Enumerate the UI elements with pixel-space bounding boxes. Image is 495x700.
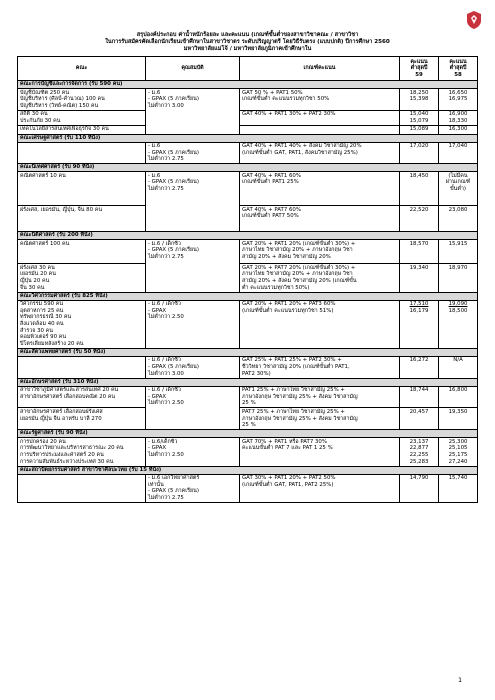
qualification-line: ไม่ต่ำกว่า 2.50 [148, 451, 184, 458]
criteria-line: เกณฑ์ขั้นต่ำ PAT1 25% [242, 179, 299, 186]
criteria-line: ชีววิทยา วิชาสามัญ 20% (เกณฑ์ขั้นต่ำ PAT1, [242, 363, 350, 370]
qualification-line: - ม.6 / เด็กซิ่ว [148, 240, 181, 247]
faculty-cell [18, 408, 146, 430]
header-score-58-l2: ต่ำสุดปี [449, 65, 467, 72]
faculty-item: ทรัพยากรธรณี 30 คน [20, 314, 72, 321]
score-58-value: 25,300 [448, 438, 468, 445]
section-row [18, 292, 478, 300]
criteria-cell [240, 89, 400, 111]
qualification-line: ไม่ต่ำกว่า 3.00 [148, 102, 184, 109]
score-58-cell [439, 89, 478, 111]
qualification-line: - GPAX (5 ภาคเรียน) [148, 247, 199, 254]
faculty-item: ประกันภัย 30 คน [20, 117, 61, 124]
section-row [18, 81, 478, 89]
score-59-cell: 16,272 [400, 356, 439, 378]
criteria-line: สามัญ 20% + สังคม วิชาสามัญ 20% [242, 254, 331, 261]
qualification-line: - ม.6 / เด็กซิ่ว [148, 301, 181, 308]
section-title: คณะเศรษฐศาสตร์ (รับ 110 ที่นั่ง) [18, 134, 478, 142]
faculty-item: สาขาอักษรศาสตร์ เลือกสอบฝรั่งเศส [20, 408, 103, 415]
criteria-line: (เกณฑ์ขั้นต่ำ คะแนนรวมทุกวิชา 51%) [242, 307, 334, 314]
score-59-value: 15,079 [409, 117, 429, 124]
score-59-cell [400, 110, 439, 125]
qualification-cell [146, 356, 240, 378]
score-58-cell: 16,300 [439, 125, 478, 134]
score-59-value: 23,137 [409, 438, 429, 445]
criteria-line: เกณฑ์ขั้นต่ำ PAT7 50% [242, 213, 299, 220]
faculty-cell [18, 206, 146, 232]
score-58-value: 25,105 [448, 445, 468, 452]
qualification-line: - ม.6 [148, 143, 161, 150]
criteria-cell [240, 474, 400, 502]
score-58-cell: 23,080 [439, 206, 478, 232]
faculty-cell [18, 240, 146, 264]
qualification-line: - GPAX [148, 393, 167, 400]
section-title: คณะการบัญชีและการจัดการ (รับ 590 คน) [18, 81, 478, 89]
table-row [18, 264, 478, 292]
criteria-line: PAT7 25% + ภาษาไทย วิชาสามัญ 25% + [242, 408, 345, 415]
faculty-cell [18, 438, 146, 466]
faculty-item: จีน 30 คน [20, 284, 45, 291]
faculty-item: ปิโตรเลียมหลังสร้าง 20 คน [20, 340, 84, 347]
table-row [18, 386, 478, 408]
score-58-cell [439, 172, 478, 206]
criteria-cell [240, 142, 400, 164]
faculty-cell [18, 300, 146, 348]
criteria-cell [240, 438, 400, 466]
table-row [18, 474, 478, 502]
criteria-line: GAT 40% + PAT7 60% [242, 206, 301, 213]
score-58-cell [439, 300, 478, 348]
score-59-value: 22,255 [409, 451, 429, 458]
score-59-cell: 20,457 [400, 408, 439, 430]
doc-title-line1: สรุปองค์ประกอบ ค่าน้ำหนักร้อยละ และคะแนน (เกณฑ์ขั้นต่ำของสาขาวิชาคณะ / สาขาวิชา [136, 32, 359, 38]
criteria-cell [240, 264, 400, 292]
score-59-value: 25,283 [409, 458, 429, 465]
score-59-cell [400, 89, 439, 111]
faculty-cell [18, 125, 146, 134]
header-score-58-l1: คะแนน [449, 58, 467, 65]
criteria-line: สามัญ 20% + สังคม วิชาสามัญ 20% (เกณฑ์ขั้น [242, 278, 357, 285]
header-score-58 [439, 57, 478, 81]
faculty-cell [18, 356, 146, 378]
qualification-line: - GPAX (5 ภาคเรียน) [148, 488, 199, 495]
table-row [18, 172, 478, 206]
criteria-line: ภาษาอังกฤษ วิชาสามัญ 25% + สังคม วิชาสามัญ [242, 415, 358, 422]
score-59-cell: 18,570 [400, 240, 439, 264]
score-58-value: 18,330 [448, 117, 468, 124]
score-59-cell [400, 300, 439, 348]
faculty-item: สิ่งแวดล้อม 40 คน [20, 321, 64, 327]
qualification-cell [146, 438, 240, 466]
table-row [18, 89, 478, 111]
faculty-item: คอมพิวเตอร์ 90 คน [20, 334, 67, 341]
score-58-cell [439, 110, 478, 125]
faculty-item: บัญชีบริหาร (วิทย์-คณิต) 150 คน [20, 102, 99, 109]
faculty-item: ฝรั่งเศส 30 คน [20, 264, 55, 271]
qualification-line: - ม.6 [148, 89, 161, 96]
score-59-value: 15,040 [409, 111, 429, 118]
criteria-line: คะแนนขั้นต่ำ PAT 7 และ PAT 1 25 % [242, 445, 333, 452]
score-58-value: 16,900 [448, 111, 468, 118]
qualification-line: ไม่ต่ำกว่า 2.50 [148, 314, 184, 321]
admission-criteria-table [17, 56, 478, 503]
faculty-cell [18, 386, 146, 408]
table-row [18, 438, 478, 466]
table-row [18, 206, 478, 232]
header-score-59 [400, 57, 439, 81]
score-58-cell: 16,800 [439, 386, 478, 408]
faculty-item: บัญชีบัณฑิต 250 คน [20, 89, 70, 96]
faculty-item: การบริหารประมงและศาสตร์ 20 คน [20, 451, 104, 458]
criteria-line: GAT 70% + PAT1 หรือ PAT7 30% [242, 438, 327, 445]
qualification-line: - GPAX (5 ภาคเรียน) [148, 363, 199, 370]
section-row [18, 232, 478, 240]
faculty-item: เยอรมัน ญี่ปุ่น จีน อาหรับ บาลี 270 [20, 415, 102, 422]
criteria-line: GAT 40% + PAT1 30% + PAT2 30% [242, 111, 336, 118]
faculty-cell [18, 142, 146, 164]
section-row [18, 164, 478, 172]
criteria-line: ภาษาไทย วิชาสามัญ 20% + ภาษาอังกฤษ วิชา [242, 247, 353, 254]
faculty-item: เทคโนโลยีสารสนเทศเพื่อธุรกิจ 30 คน [20, 126, 109, 133]
qualification-cell [146, 474, 240, 502]
criteria-cell [240, 408, 400, 430]
criteria-cell [240, 356, 400, 378]
qualification-line: - GPAX (5 ภาคเรียน) [148, 179, 199, 186]
score-58-note: ผ่านเกณฑ์ [445, 179, 471, 186]
university-emblem-icon [465, 10, 483, 30]
score-59-cell: 18,450 [400, 172, 439, 206]
qualification-line: - GPAX [148, 307, 167, 314]
section-title: คณะวิศวกรรมศาสตร์ (รับ 825 ที่นั่ง) [18, 292, 478, 300]
faculty-item: การปกครอง 20 คน [20, 438, 66, 445]
qualification-line: ไม่ต่ำกว่า 2.75 [148, 254, 184, 261]
section-title: คณะสถาปัตยกรรมศาสตร์ สาขาวิชาศิลปะไทย (รับ 15 ที่นั่ง) [18, 466, 478, 474]
doc-title-line2: ในการรับสมัครคัดเลือกนักเรียนเข้าศึกษาในสาขาวิชาตร ระดับปริญญาตรี โดยวิธีรับตรง (แบบปกติ) ปีการศึกษา 2560 [105, 39, 390, 45]
criteria-cell [240, 125, 400, 134]
score-59-cell: 17,020 [400, 142, 439, 164]
faculty-item: อุตสาหการ 25 คน [20, 307, 64, 314]
criteria-line: GAT 50 % + PAT1 50% [242, 89, 303, 96]
criteria-line: GAT 40% + PAT1 60% [242, 172, 301, 179]
header-score-59-l2: ต่ำสุดปี [410, 65, 428, 72]
criteria-line: GAT 25% + PAT1 25% + PAT2 30% + [242, 357, 342, 364]
score-59-cell [400, 438, 439, 466]
table-row [18, 240, 478, 264]
qualification-line: ไม่ต่ำกว่า 2.75 [148, 186, 184, 193]
qualification-cell [146, 142, 240, 164]
criteria-line: GAT 20% + PAT7 20% (เกณฑ์ขั้นต่ำ 30%) + [242, 264, 356, 271]
section-row [18, 430, 478, 438]
qualification-cell [146, 300, 240, 348]
criteria-cell [240, 386, 400, 408]
qualification-line: - ม.6 [148, 172, 161, 179]
table-header-row [18, 57, 478, 81]
qualification-cell [146, 386, 240, 430]
score-58-value: 18,500 [448, 307, 468, 314]
score-58-value: 27,240 [448, 458, 468, 465]
criteria-line: (เกณฑ์ขั้นต่ำ GAT, PAT1, PAT2 25%) [242, 481, 334, 488]
score-58-cell: 19,350 [439, 408, 478, 430]
table-row [18, 408, 478, 430]
faculty-item: ฝรั่งเศส, เยอรมัน, ญี่ปุ่น, จีน 80 คน [20, 206, 103, 213]
score-59-cell: 18,744 [400, 386, 439, 408]
score-58-cell [439, 438, 478, 466]
criteria-cell [240, 300, 400, 348]
score-58-cell: 15,740 [439, 474, 478, 502]
header-criteria: เกณฑ์คะแนน [240, 57, 400, 81]
score-59-value: 22,877 [409, 445, 429, 452]
score-59-value: 18,250 [409, 89, 429, 96]
score-58-value: 25,175 [448, 451, 468, 458]
faculty-item: การความสัมพันธ์ระหว่างประเทศ 30 คน [20, 458, 114, 465]
qualification-cell [146, 240, 240, 292]
qualification-line: - ม.6/เด็กซิ่ว [148, 438, 178, 445]
score-59-cell: 22,520 [400, 206, 439, 232]
criteria-line: (เกณฑ์ขั้นต่ำ GAT, PAT1, สังคมวิชาสามัญ 25%) [242, 149, 358, 156]
section-row [18, 378, 478, 386]
criteria-line: 25 % [242, 400, 256, 407]
score-59-cell: 15,089 [400, 125, 439, 134]
faculty-item: การพัฒนาวิทยาและบริหารสาธารณะ 20 คน [20, 445, 124, 452]
qualification-line: - GPAX (5 ภาคเรียน) [148, 149, 199, 156]
faculty-cell [18, 89, 146, 111]
qualification-line: ไม่ต่ำกว่า 2.50 [148, 400, 184, 407]
score-59-value: 15,398 [409, 96, 429, 103]
criteria-line: 25 % [242, 422, 256, 429]
score-59-value: 16,179 [409, 307, 429, 314]
criteria-line: GAT 20% + PAT1 20% + PAT3 60% [242, 301, 336, 308]
qualification-line: เท่านั้น [148, 481, 164, 488]
score-59-cell: 14,790 [400, 474, 439, 502]
faculty-item: สาขาอักษรศาสตร์ เลือกสอบคณิต 20 คน [20, 393, 116, 400]
table-row [18, 356, 478, 378]
section-title: คณะนิเทศศาสตร์ (รับ 90 ที่นั่ง) [18, 164, 478, 172]
section-title: คณะสัตวแพทยศาสตร์ (รับ 50 ที่นั่ง) [18, 348, 478, 356]
score-58-cell: 17,040 [439, 142, 478, 164]
section-title: คณะนิติศาสตร์ (รับ 200 ที่นั่ง) [18, 232, 478, 240]
qualification-line: ไม่ต่ำกว่า 3.00 [148, 370, 184, 377]
section-row [18, 348, 478, 356]
header-faculty: คณะ [18, 57, 146, 81]
qualification-line: - GPAX (5 ภาคเรียน) [148, 96, 199, 103]
score-58-value: 16,975 [448, 96, 468, 103]
criteria-cell [240, 240, 400, 264]
criteria-line: GAT 30% + PAT1 20% + PAT2 50% [242, 475, 336, 482]
faculty-cell [18, 264, 146, 292]
qualification-line: - GPAX [148, 445, 167, 452]
score-58-note: ขั้นต่ำ) [449, 186, 466, 193]
faculty-cell [18, 110, 146, 125]
score-58-cell: N/A [439, 356, 478, 378]
faculty-item: คณิตศาสตร์ 100 คน [20, 240, 70, 247]
faculty-item: วิศวกรรม 590 คน [20, 301, 64, 308]
score-59-value: 17,510 [409, 301, 429, 308]
qualification-cell [146, 172, 240, 232]
table-row [18, 125, 478, 134]
table-row [18, 110, 478, 125]
faculty-item: สำรวจ 30 คน [20, 327, 53, 334]
faculty-item: เยอรมัน 20 คน [20, 271, 56, 278]
faculty-item: สาขาวิชาภูมิศาสตร์และสารสนเทศ 20 คน [20, 387, 119, 394]
criteria-line: เกณฑ์ขั้นต่ำ คะแนนรวมทุกวิชา 50% [242, 96, 330, 103]
criteria-cell [240, 172, 400, 206]
score-59-cell: 19,340 [400, 264, 439, 292]
criteria-line: GAT 40% + PAT1 40% + สังคม วิชาสามัญ 20% [242, 143, 362, 150]
faculty-cell [18, 172, 146, 206]
table-row [18, 142, 478, 164]
score-58-cell: 18,970 [439, 264, 478, 292]
criteria-line: GAT 20% + PAT1 20% (เกณฑ์ขั้นต่ำ 30%) + [242, 240, 356, 247]
score-58-value: 19,090 [448, 301, 468, 308]
qualification-line: - ม.6 / เด็กซิ่ว [148, 387, 181, 394]
qualification-line: - ม.6 เอกวิทยาศาสตร์ [148, 475, 200, 482]
criteria-cell [240, 206, 400, 232]
page-number: 1 [458, 676, 463, 684]
header-score-59-l1: คะแนน [410, 58, 428, 65]
section-row [18, 466, 478, 474]
score-58-note: (ไม่มีคน [448, 172, 468, 179]
header-score-58-l3: 58 [454, 71, 462, 78]
criteria-line: ภาษาไทย วิชาสามัญ 20% + ภาษาอังกฤษ วิชา [242, 271, 353, 278]
header-qualification: คุณสมบัติ [146, 57, 240, 81]
section-row [18, 134, 478, 142]
criteria-line: PAT2 30%) [242, 370, 271, 377]
section-title: คณะอักษรศาสตร์ (รับ 310 ที่นั่ง) [18, 378, 478, 386]
criteria-line: ภาษาอังกฤษ วิชาสามัญ 25% + สังคม วิชาสามัญ [242, 393, 358, 400]
faculty-item: คณิตศาสตร์ 10 คน [20, 172, 66, 179]
faculty-item: บัญชีบริหาร (ศิลป์-คำนวณ) 100 คน [20, 96, 105, 103]
qualification-line: - ม.6 / เด็กซิ่ว [148, 357, 181, 364]
section-title: คณะรัฐศาสตร์ (รับ 90 ที่นั่ง) [18, 430, 478, 438]
faculty-item: ญี่ปุ่น 20 คน [20, 278, 50, 285]
qualification-line: ไม่ต่ำกว่า 2.75 [148, 156, 184, 163]
doc-title-line3: มหาวิทยาลัยแม่โจ้ / มหาวิทยาลัยภูมิภาคเข้าศึกษาใน [183, 46, 312, 52]
criteria-line: ต่ำ คะแนนรวมทุกวิชา 50%) [242, 284, 310, 291]
score-58-cell: 15,915 [439, 240, 478, 264]
header-score-59-l3: 59 [415, 71, 423, 78]
qualification-line: ไม่ต่ำกว่า 2.75 [148, 494, 184, 501]
table-row [18, 300, 478, 348]
criteria-line: PAT1 25% + ภาษาไทย วิชาสามัญ 25% + [242, 387, 345, 394]
criteria-cell [240, 110, 400, 125]
faculty-item: สถิติ 30 คน [20, 111, 48, 118]
qualification-cell [146, 89, 240, 135]
score-58-value: 16,650 [448, 89, 468, 96]
faculty-cell [18, 474, 146, 502]
